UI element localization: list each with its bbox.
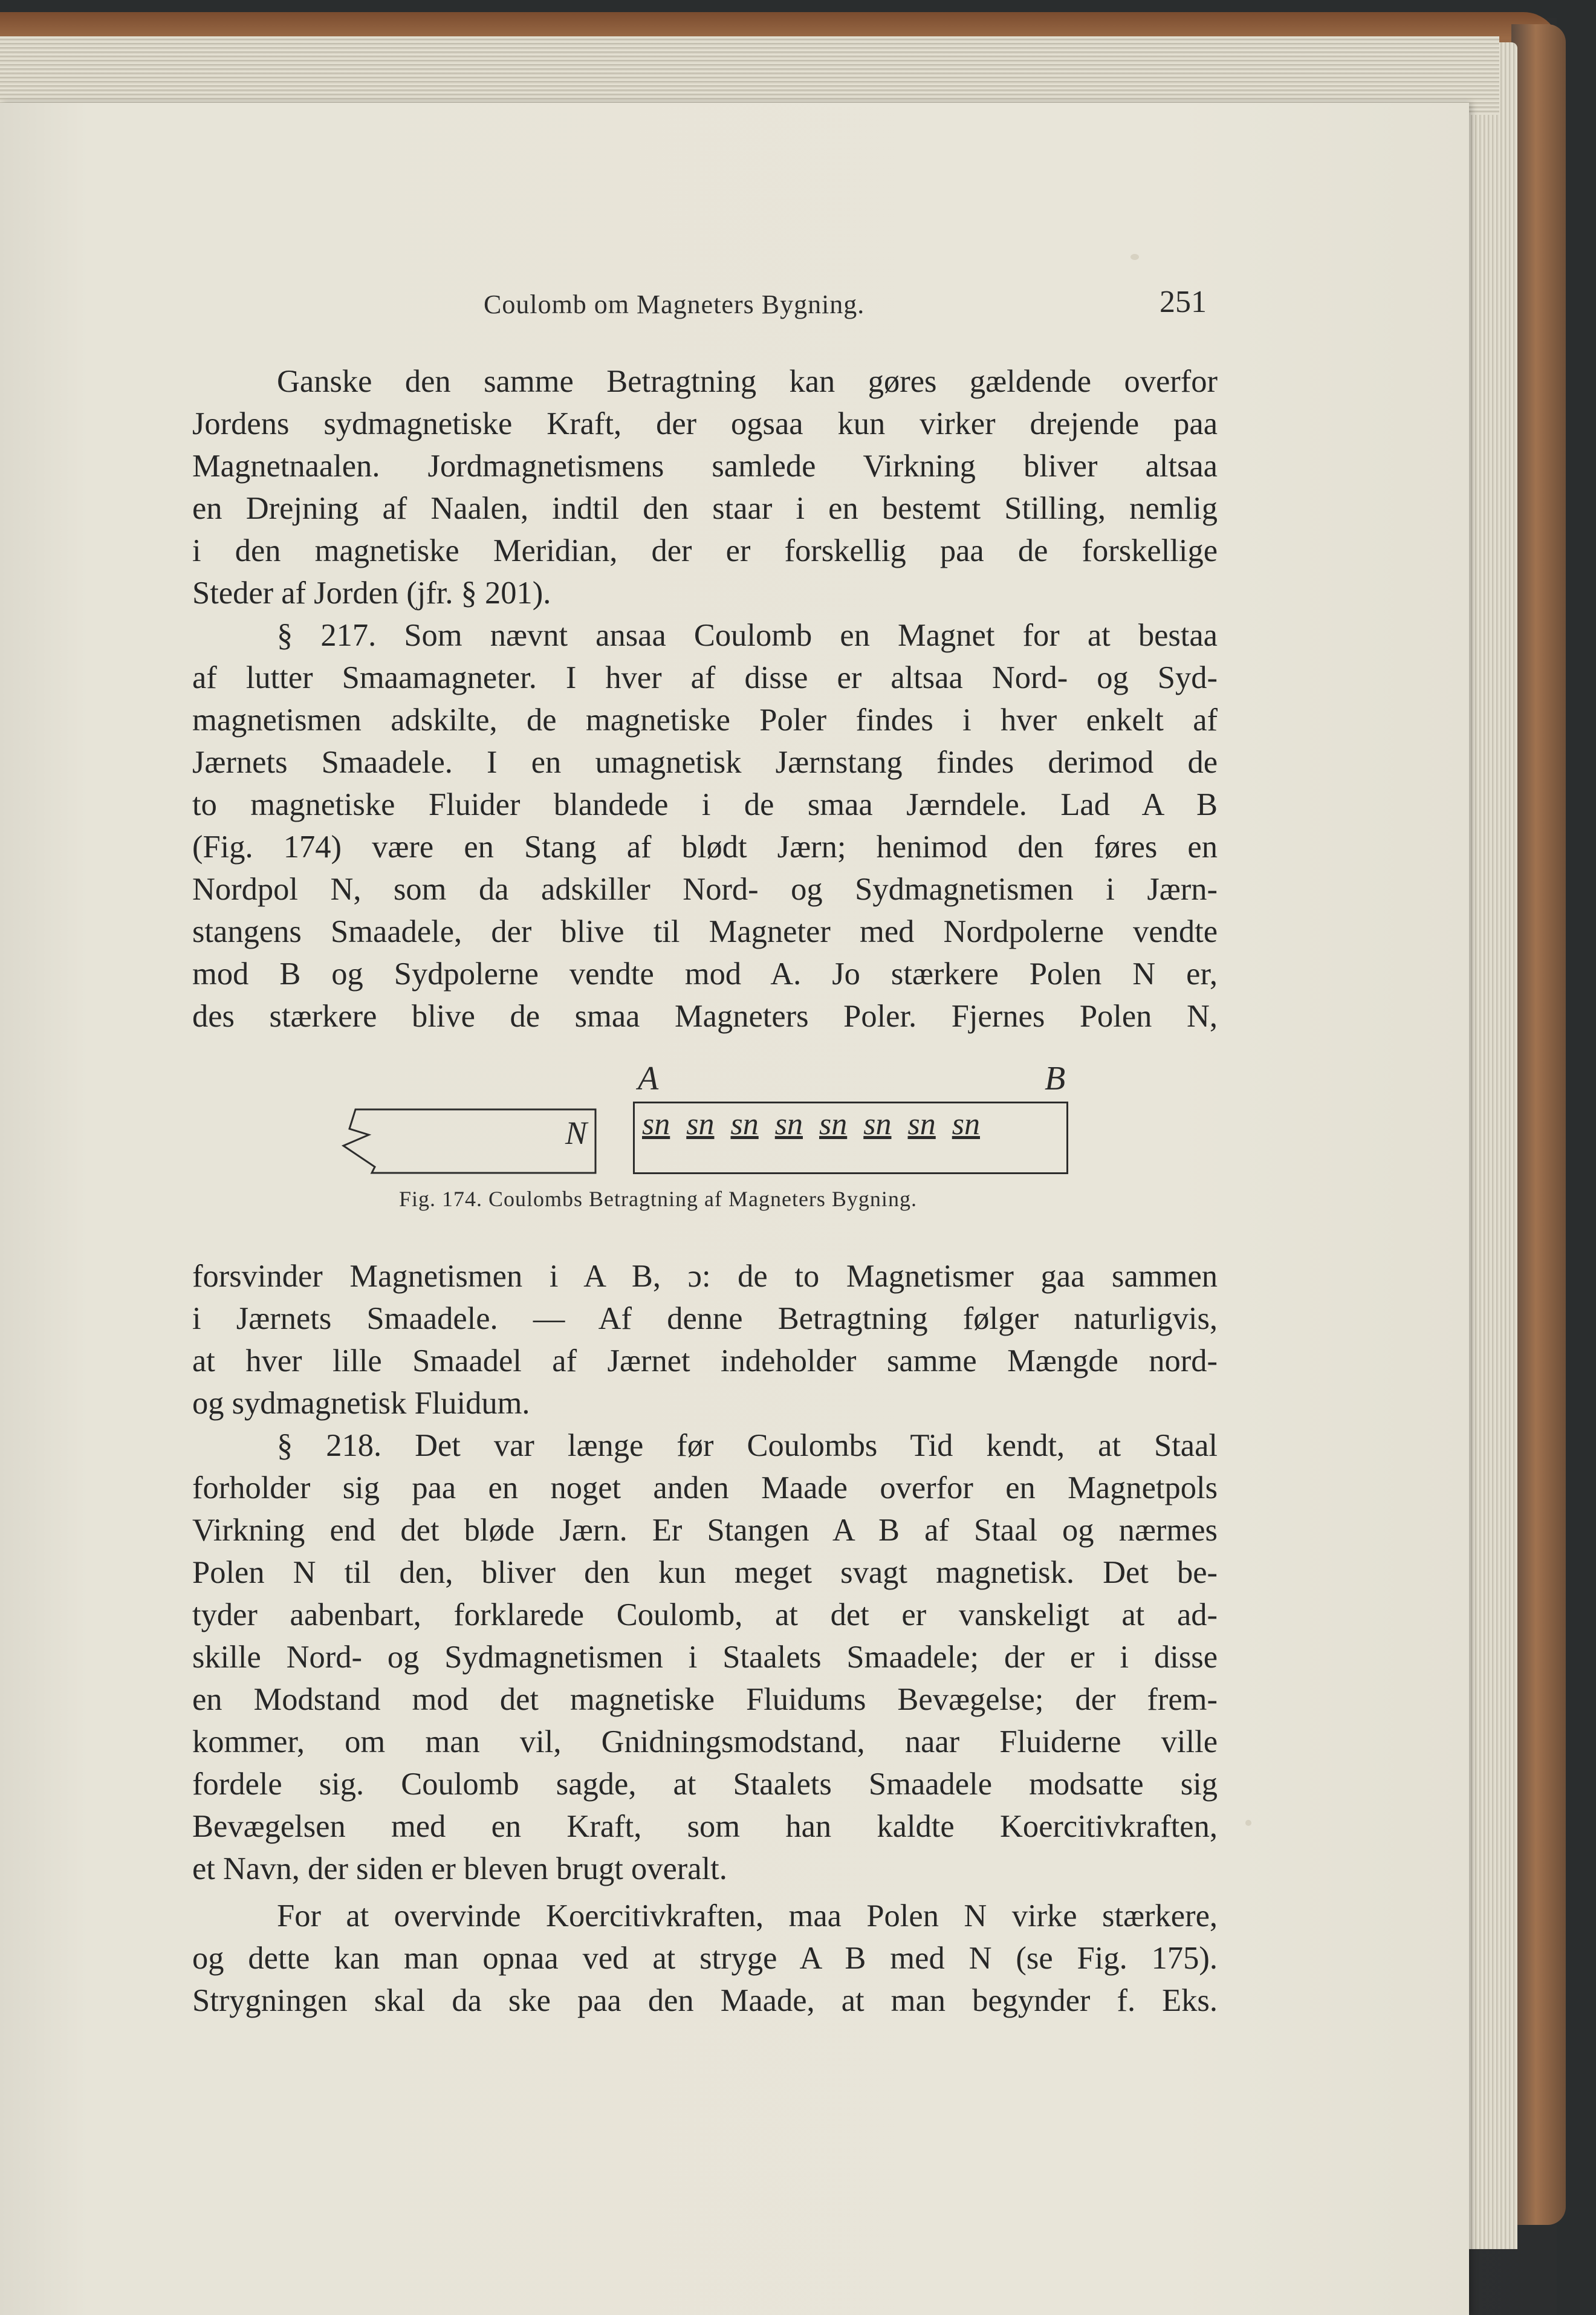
text-line: kommer, om man vil, Gnidningsmodstand, naar Fluiderne ville (192, 1724, 1218, 1759)
text-line: For at overvinde Koercitivkraften, maa Polen N virke stærkere, (277, 1898, 1218, 1933)
small-magnet-pair: sn (907, 1107, 936, 1141)
small-magnet-pair: sn (819, 1107, 848, 1141)
text-line: et Navn, der siden er bleven brugt overalt. (192, 1851, 727, 1886)
cover-right-edge (1511, 24, 1566, 2225)
text-line: Polen N til den, bliver den kun meget svagt magnetisk. Det be- (192, 1555, 1218, 1590)
text-line: Magnetnaalen. Jordmagnetismens samlede Virkning bliver altsaa (192, 449, 1218, 484)
text-line: fordele sig. Coulomb sagde, at Staalets Smaadele modsatte sig (192, 1767, 1218, 1802)
text-line: § 217. Som nævnt ansaa Coulomb en Magnet for at bestaa (277, 618, 1218, 653)
page-speck (1245, 1820, 1251, 1826)
text-line: en Drejning af Naalen, indtil den staar i en bestemt Stilling, nemlig (192, 491, 1218, 526)
text-line: Ganske den samme Betragtning kan gøres gældende overfor (277, 364, 1218, 399)
small-magnet-pair: sn (863, 1107, 892, 1141)
text-line: des stærkere blive de smaa Magneters Poler. Fjernes Polen N, (192, 999, 1218, 1034)
text-line: og sydmagnetisk Fluidum. (192, 1386, 530, 1421)
text-line: at hver lille Smaadel af Jærnet indeholder samme Mængde nord- (192, 1343, 1218, 1378)
small-magnet-pair: sn (642, 1107, 670, 1141)
text-line: Steder af Jorden (jfr. § 201). (192, 576, 551, 611)
figure-label-a: A (638, 1060, 659, 1097)
small-magnet-pair: sn (952, 1107, 980, 1141)
north-pole-magnet (339, 1103, 597, 1175)
text-line: af lutter Smaamagneter. I hver af disse er altsaa Nord- og Syd- (192, 660, 1218, 695)
text-line: Jordens sydmagnetiske Kraft, der ogsaa kun virker drejende paa (192, 406, 1218, 441)
figure-label-b: B (1045, 1060, 1066, 1097)
text-line: Virkning end det bløde Jærn. Er Stangen A B af Staal og nærmes (192, 1513, 1218, 1548)
text-line: (Fig. 174) være en Stang af blødt Jærn; henimod den føres en (192, 830, 1218, 865)
text-line: og dette kan man opnaa ved at stryge A B med N (se Fig. 175). (192, 1941, 1218, 1976)
small-magnet-pair: sn (686, 1107, 715, 1141)
text-line: Nordpol N, som da adskiller Nord- og Sydmagnetismen i Jærn- (192, 872, 1218, 907)
text-line: Jærnets Smaadele. I en umagnetisk Jærnstang findes derimod de (192, 745, 1218, 780)
text-line: to magnetiske Fluider blandede i de smaa Jærndele. Lad A B (192, 787, 1218, 822)
figure-caption: Fig. 174. Coulombs Betragtning af Magneters Bygning. (399, 1187, 917, 1211)
text-line: § 218. Det var længe før Coulombs Tid kendt, at Staal (277, 1428, 1218, 1463)
page-number: 251 (1160, 285, 1207, 319)
small-magnets-row (642, 1106, 988, 1143)
small-magnet-pair: sn (774, 1107, 803, 1141)
text-line: forsvinder Magnetismen i A B, ɔ: de to Magnetismer gaa sammen (192, 1259, 1218, 1294)
text-line: Strygningen skal da ske paa den Maade, at man begynder f. Eks. (192, 1983, 1218, 2018)
small-magnet-pair: sn (730, 1107, 759, 1141)
text-line: i Jærnets Smaadele. — Af denne Betragtning følger naturligvis, (192, 1301, 1218, 1336)
text-line: mod B og Sydpolerne vendte mod A. Jo stærkere Polen N er, (192, 956, 1218, 992)
text-line: magnetismen adskilte, de magnetiske Poler findes i hver enkelt af (192, 703, 1218, 738)
text-line: i den magnetiske Meridian, der er forskellig paa de forskellige (192, 533, 1218, 568)
text-line: Bevægelsen med en Kraft, som han kaldte Koercitivkraften, (192, 1809, 1218, 1844)
text-line: en Modstand mod det magnetiske Fluidums Bevægelse; der frem- (192, 1682, 1218, 1717)
running-head: Coulomb om Magneters Bygning. (484, 290, 865, 319)
text-line: skille Nord- og Sydmagnetismen i Staalets Smaadele; der er i disse (192, 1640, 1218, 1675)
text-line: forholder sig paa en noget anden Maade overfor en Magnetpols (192, 1470, 1218, 1505)
figure-pole-n: N (565, 1115, 588, 1151)
text-line: tyder aabenbart, forklarede Coulomb, at det er vanskeligt at ad- (192, 1597, 1218, 1632)
text-line: stangens Smaadele, der blive til Magneter med Nordpolerne vendte (192, 914, 1218, 949)
page-speck (1130, 254, 1139, 260)
